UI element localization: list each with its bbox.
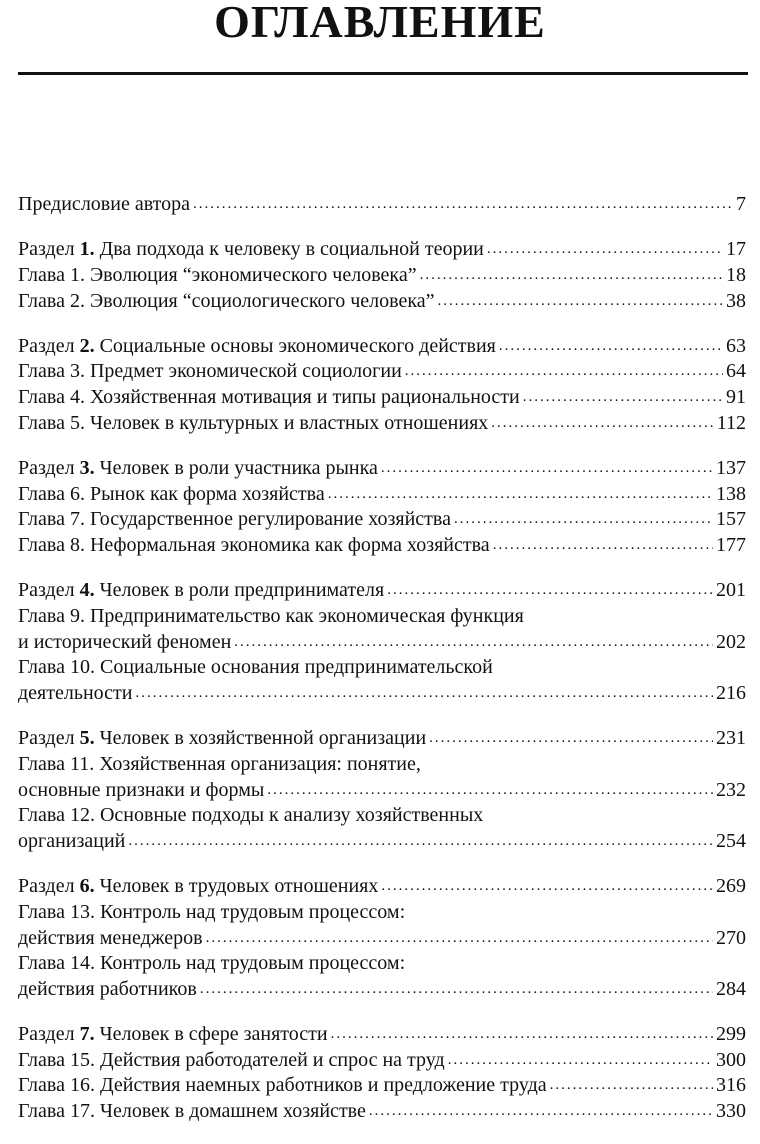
section-prefix: Раздел (18, 727, 80, 750)
toc-page-number: 269 (716, 875, 746, 898)
toc-entry-section-5[interactable] (18, 726, 746, 752)
toc-page-number: 91 (726, 386, 746, 409)
section-label (18, 237, 484, 263)
dot-leader (550, 1071, 713, 1091)
chapter-label: действия работников (18, 977, 197, 1000)
section-prefix: Раздел (18, 334, 80, 357)
section-title: Два подхода к человеку в социальной теории (94, 238, 484, 261)
section-title: Человек в сфере занятости (94, 1023, 328, 1046)
section-label (18, 726, 426, 752)
chapter-label: Глава 10. Социальные основания предпринимательской (18, 656, 493, 679)
toc-page-number: 216 (716, 682, 746, 704)
toc-page-number: 64 (726, 360, 746, 383)
dot-leader (369, 1097, 713, 1117)
toc-entry-section-4[interactable] (18, 578, 746, 604)
chapter-label: Глава 5. Человек в культурных и властных отношениях (18, 411, 489, 434)
toc-entry-chapter[interactable] (18, 385, 746, 411)
toc-entry-section-1[interactable] (18, 237, 746, 263)
dot-leader (523, 383, 723, 403)
chapter-label: Глава 15. Действия работодателей и спрос на труд (18, 1048, 445, 1071)
toc-page-number: 38 (726, 289, 746, 312)
toc-entry-chapter[interactable] (18, 263, 746, 289)
section-title: Социальные основы экономического действия (94, 334, 496, 357)
section-num: 1. (79, 238, 95, 261)
toc-group-section-6 (18, 874, 746, 1002)
page-title: ОГЛАВЛЕНИЕ (214, 0, 546, 47)
toc-entry-chapter[interactable] (18, 289, 746, 315)
section-num: 6. (79, 875, 95, 898)
toc-group-section-4 (18, 578, 746, 706)
chapter-label: и исторический феномен (18, 630, 232, 653)
section-num: 2. (79, 334, 95, 357)
chapter-label: Глава 17. Человек в домашнем хозяйстве (18, 1100, 366, 1123)
toc-entry-chapter[interactable] (18, 829, 746, 855)
chapter-label: Глава 1. Эволюция “экономического человека” (18, 263, 417, 286)
dot-leader (491, 409, 713, 429)
dot-leader (387, 576, 713, 596)
chapter-label: Глава 13. Контроль над трудовым процессом: (18, 900, 406, 923)
toc-entry-preface[interactable] (18, 192, 746, 218)
dot-leader (128, 827, 713, 847)
dot-leader (493, 531, 713, 551)
dot-leader (448, 1046, 713, 1066)
toc-entry-chapter[interactable] (18, 900, 746, 926)
chapter-label: Глава 6. Рынок как форма хозяйства (18, 482, 325, 505)
toc-entry-chapter[interactable] (18, 507, 746, 533)
toc-group-section-3 (18, 456, 746, 559)
section-num: 3. (79, 457, 95, 479)
toc-page-number: 254 (716, 829, 746, 852)
toc-entry-label: Предисловие автора (18, 193, 190, 215)
chapter-label: деятельности (18, 682, 133, 704)
toc-page-number: 157 (716, 508, 746, 531)
section-prefix: Раздел (18, 457, 80, 479)
chapter-label: Глава 14. Контроль над трудовым процессом: (18, 952, 406, 975)
toc-entry-chapter[interactable] (18, 655, 746, 681)
toc-page-number: 231 (716, 727, 746, 750)
chapter-label: основные признаки и формы (18, 778, 265, 801)
dot-leader (206, 924, 713, 944)
chapter-label: Глава 12. Основные подходы к анализу хозяйственных (18, 804, 484, 827)
toc-page-number: 232 (716, 778, 746, 801)
toc-entry-chapter[interactable] (18, 1099, 746, 1125)
toc-page-number: 7 (736, 193, 746, 215)
toc-page-number: 201 (716, 579, 746, 602)
toc-entry-chapter[interactable] (18, 926, 746, 952)
dot-leader (136, 679, 714, 699)
toc-entry-chapter[interactable] (18, 630, 746, 656)
toc-entry-chapter[interactable] (18, 778, 746, 804)
dot-leader (331, 1020, 713, 1040)
section-prefix: Раздел (18, 1023, 80, 1046)
section-label (18, 578, 384, 604)
chapter-label: Глава 2. Эволюция “социологического человека” (18, 289, 435, 312)
chapter-label: Глава 7. Государственное регулирование хозяйства (18, 508, 451, 531)
section-title: Человек в роли предпринимателя (94, 579, 385, 602)
toc-group-preface (18, 192, 746, 218)
dot-leader (438, 287, 723, 307)
toc-group-section-5 (18, 726, 746, 854)
toc-page-number: 300 (716, 1048, 746, 1071)
dot-leader (405, 357, 723, 377)
section-prefix: Раздел (18, 579, 80, 602)
toc-entry-chapter[interactable] (18, 977, 746, 1003)
section-title: Человек в хозяйственной организации (94, 727, 427, 750)
table-of-contents (18, 192, 746, 1144)
chapter-label: действия менеджеров (18, 926, 203, 949)
dot-leader (454, 505, 713, 525)
dot-leader (234, 628, 713, 648)
toc-entry-chapter[interactable] (18, 681, 746, 707)
section-num: 4. (79, 579, 95, 602)
toc-page-number: 137 (716, 457, 746, 479)
toc-entry-chapter[interactable] (18, 533, 746, 559)
dot-leader (381, 454, 713, 474)
toc-entry-chapter[interactable] (18, 359, 746, 385)
dot-leader (429, 724, 713, 744)
toc-page-number: 270 (716, 926, 746, 949)
dot-leader (267, 776, 713, 796)
section-label (18, 1022, 328, 1048)
chapter-label: организаций (18, 829, 126, 852)
toc-page-number: 177 (716, 534, 746, 557)
dot-leader (381, 872, 713, 892)
chapter-label: Глава 9. Предпринимательство как экономическая функция (18, 604, 524, 627)
section-label (18, 874, 378, 900)
dot-leader (193, 190, 733, 210)
section-label (18, 334, 496, 360)
toc-page-number: 17 (726, 238, 746, 261)
toc-entry-chapter[interactable] (18, 803, 746, 829)
toc-entry-section-7[interactable] (18, 1022, 746, 1048)
toc-page-number: 138 (716, 482, 746, 505)
section-num: 7. (79, 1023, 95, 1046)
toc-entry-chapter[interactable] (18, 482, 746, 508)
toc-entry-section-6[interactable] (18, 874, 746, 900)
toc-group-section-2 (18, 334, 746, 437)
dot-leader (420, 261, 723, 281)
toc-entry-chapter[interactable] (18, 1048, 746, 1074)
toc-group-section-7 (18, 1022, 746, 1125)
toc-entry-chapter[interactable] (18, 1073, 746, 1099)
toc-entry-chapter[interactable] (18, 604, 746, 630)
toc-page-number: 202 (716, 630, 746, 653)
chapter-label: Глава 8. Неформальная экономика как форма хозяйства (18, 534, 490, 557)
chapter-label: Глава 3. Предмет экономической социологии (18, 360, 402, 383)
toc-page-number: 316 (716, 1074, 746, 1097)
chapter-label: Глава 16. Действия наемных работников и предложение труда (18, 1074, 547, 1097)
toc-page-number: 112 (716, 411, 746, 434)
title-rule (18, 72, 748, 75)
toc-page-number: 299 (716, 1023, 746, 1046)
toc-page-number: 18 (726, 263, 746, 286)
dot-leader (487, 235, 723, 255)
toc-sections (18, 237, 746, 1125)
chapter-label: Глава 11. Хозяйственная организация: понятие, (18, 752, 421, 775)
toc-group-section-1 (18, 237, 746, 314)
dot-leader (328, 480, 713, 500)
chapter-label: Глава 4. Хозяйственная мотивация и типы рациональности (18, 386, 520, 409)
toc-page-number: 63 (726, 334, 746, 357)
toc-entry-chapter[interactable] (18, 951, 746, 977)
toc-entry-chapter[interactable] (18, 752, 746, 778)
toc-entry-chapter[interactable] (18, 411, 746, 437)
section-prefix: Раздел (18, 875, 80, 898)
section-title: Человек в роли участника рынка (94, 457, 378, 479)
section-num: 5. (79, 727, 95, 750)
dot-leader (200, 975, 713, 995)
toc-page-number: 330 (716, 1100, 746, 1123)
toc-entry-section-3[interactable] (18, 456, 746, 482)
toc-entry-section-2[interactable] (18, 334, 746, 360)
section-prefix: Раздел (18, 238, 80, 261)
dot-leader (499, 332, 723, 352)
section-label (18, 456, 378, 482)
section-title: Человек в трудовых отношениях (94, 875, 379, 898)
toc-page-number: 284 (716, 977, 746, 1000)
